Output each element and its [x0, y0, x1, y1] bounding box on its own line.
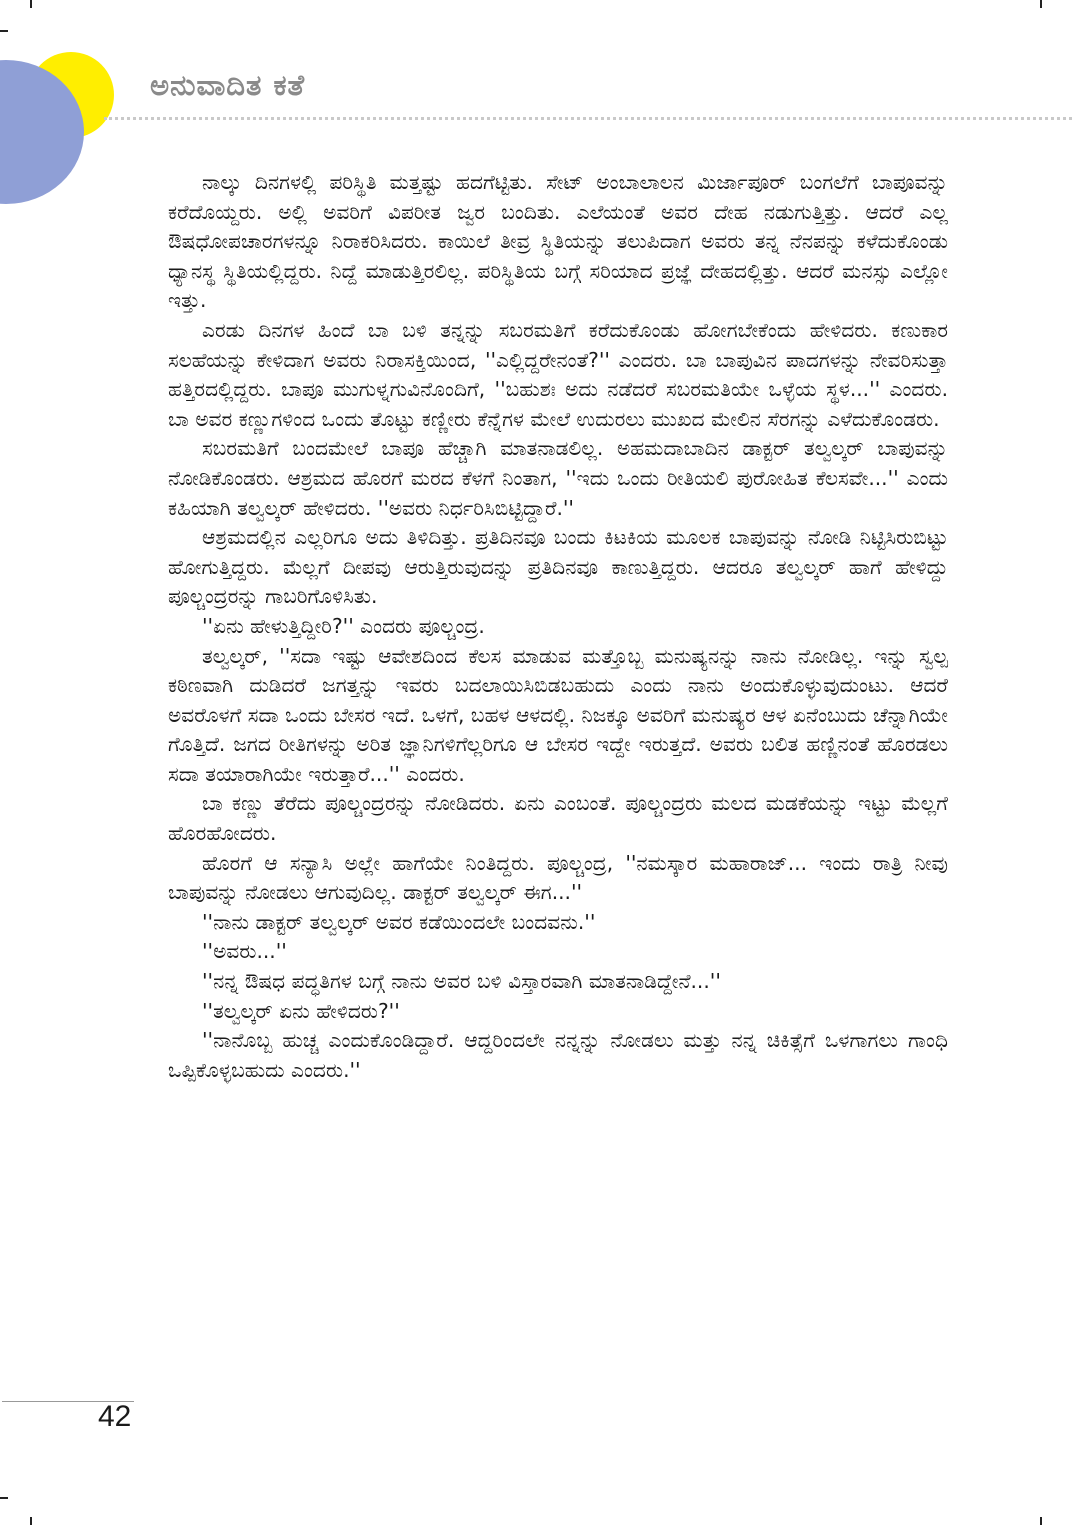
page-number: 42 [98, 1400, 132, 1433]
paragraph: ''ಅವರು...'' [202, 939, 287, 964]
paragraph: ''ನನ್ನ ಔಷಧ ಪದ್ಧತಿಗಳ ಬಗ್ಗೆ ನಾನು ಅವರ ಬಳಿ ವಿಸ್ತಾರವಾಗಿ ಮಾತನಾಡಿದ್ದೇನೆ...'' [202, 969, 721, 994]
dotted-header-rule [104, 117, 1072, 120]
crop-mark-bottom-left [30, 1517, 32, 1525]
crop-mark-bottom-right [1040, 1517, 1042, 1525]
paragraph: ಸಬರಮತಿಗೆ ಬಂದಮೇಲೆ ಬಾಪೂ ಹೆಚ್ಚಾಗಿ ಮಾತನಾಡಲಿಲ್ಲ. ಅಹಮದಾಬಾದಿನ ಡಾಕ್ಟರ್ ತಲ್ವಲ್ಕರ್ ಬಾಪುವನ್ನು ನೋಡಿಕೊಂಡರು. ಆಶ್ರಮದ ಹೊರಗೆ ಮರದ ಕೆಳಗೆ ನಿಂತಾಗ, ''ಇದು ಒಂದು ರೀತಿಯಲಿ ಪುರೋಹಿತ ಕೆಲಸವೇ...'' ಎಂದು ಕಹಿಯಾಗಿ ತಲ್ವಲ್ಕರ್ ಹೇಳಿದರು. ''ಅವರು ನಿರ್ಧರಿಸಿಬಿಟ್ಟಿದ್ದಾರೆ.'' [168, 436, 948, 520]
crop-mark-top-right [1040, 0, 1042, 8]
paragraph: ''ಏನು ಹೇಳುತ್ತಿದ್ದೀರಿ?'' ಎಂದರು ಪೂಲ್ಚಂದ್ರ. [202, 613, 485, 638]
crop-mark-left-upper [0, 30, 8, 32]
crop-mark-left-lower [0, 1497, 8, 1499]
paragraph: ''ನಾನು ಡಾಕ್ಟರ್ ತಲ್ವಲ್ಕರ್ ಅವರ ಕಡೆಯಿಂದಲೇ ಬಂದವನು.'' [202, 909, 596, 934]
paragraph: ಹೊರಗೆ ಆ ಸನ್ಯಾಸಿ ಅಲ್ಲೇ ಹಾಗೆಯೇ ನಿಂತಿದ್ದರು. ಪೂಲ್ಚಂದ್ರ, ''ನಮಸ್ಕಾರ ಮಹಾರಾಜ್... ಇಂದು ರಾತ್ರಿ ನೀವು ಬಾಪುವನ್ನು ನೋಡಲು ಆಗುವುದಿಲ್ಲ. ಡಾಕ್ಟರ್ ತಲ್ವಲ್ಕರ್ ಈಗ...'' [168, 850, 948, 905]
paragraph: ''ನಾನೊಬ್ಬ ಹುಚ್ಚ ಎಂದುಕೊಂಡಿದ್ದಾರೆ. ಆದ್ದರಿಂದಲೇ ನನ್ನನ್ನು ನೋಡಲು ಮತ್ತು ನನ್ನ ಚಿಕಿತ್ಸೆಗೆ ಒಳಗಾಗಲು ಗಾಂಧಿ ಒಪ್ಪಿಕೊಳ್ಳಬಹುದು ಎಂದರು.'' [168, 1028, 948, 1082]
paragraph: ಎರಡು ದಿನಗಳ ಹಿಂದೆ ಬಾ ಬಳಿ ತನ್ನನ್ನು ಸಬರಮತಿಗೆ ಕರೆದುಕೊಂಡು ಹೋಗಬೇಕೆಂದು ಹೇಳಿದರು. ಕಣುಕಾರ ಸಲಹೆಯನ್ನು ಕೇಳಿದಾಗ ಅವರು ನಿರಾಸಕ್ತಿಯಿಂದ, ''ಎಲ್ಲಿದ್ದರೇನಂತೆ?'' ಎಂದರು. ಬಾ ಬಾಪುವಿನ ಪಾದಗಳನ್ನು ನೇವರಿಸುತ್ತಾ ಹತ್ತಿರದಲ್ಲಿದ್ದರು. ಬಾಪೂ ಮುಗುಳ್ನಗುವಿನೊಂದಿಗೆ, ''ಬಹುಶಃ ಅದು ನಡೆದರೆ ಸಬರಮತಿಯೇ ಒಳ್ಳೆಯ ಸ್ಥಳ...'' ಎಂದರು. ಬಾ ಅವರ ಕಣ್ಣುಗಳಿಂದ ಒಂದು ತೊಟ್ಟು ಕಣ್ಣೀರು ಕೆನ್ನೆಗಳ ಮೇಲೆ ಉದುರಲು ಮುಖದ ಮೇಲಿನ ಸೆರಗನ್ನು ಎಳೆದುಕೊಂಡರು. [168, 317, 948, 431]
section-title: ಅನುವಾದಿತ ಕತೆ [150, 68, 306, 102]
crop-mark-top-left [30, 0, 32, 8]
paragraph: ನಾಲ್ಕು ದಿನಗಳಲ್ಲಿ ಪರಿಸ್ಥಿತಿ ಮತ್ತಷ್ಟು ಹದಗೆಟ್ಟಿತು. ಸೇಟ್ ಅಂಬಾಲಾಲನ ಮಿರ್ಜಾಪೂರ್ ಬಂಗಲೆಗೆ ಬಾಪೂವನ್ನು ಕರೆದೊಯ್ದರು. ಅಲ್ಲಿ ಅವರಿಗೆ ವಿಪರೀತ ಜ್ವರ ಬಂದಿತು. ಎಲೆಯಂತೆ ಅವರ ದೇಹ ನಡುಗುತ್ತಿತ್ತು. ಆದರೆ ಎಲ್ಲ ಔಷಧೋಪಚಾರಗಳನ್ನೂ ನಿರಾಕರಿಸಿದರು. ಕಾಯಿಲೆ ತೀವ್ರ ಸ್ಥಿತಿಯನ್ನು ತಲುಪಿದಾಗ ಅವರು ತನ್ನ ನೆನಪನ್ನು ಕಳೆದುಕೊಂಡು ಧ್ಯಾನಸ್ಥ ಸ್ಥಿತಿಯಲ್ಲಿದ್ದರು. ನಿದ್ದೆ ಮಾಡುತ್ತಿರಲಿಲ್ಲ. ಪರಿಸ್ಥಿತಿಯ ಬಗ್ಗೆ ಸರಿಯಾದ ಪ್ರಜ್ಞೆ ದೇಹದಲ್ಲಿತ್ತು. ಆದರೆ ಮನಸ್ಸು ಎಲ್ಲೋ ಇತ್ತು. [168, 170, 948, 313]
story-body [168, 168, 948, 1085]
paragraph: ''ತಲ್ವಲ್ಕರ್ ಏನು ಹೇಳಿದರು?'' [202, 998, 400, 1023]
paragraph: ಬಾ ಕಣ್ಣು ತೆರೆದು ಪೂಲ್ಚಂದ್ರರನ್ನು ನೋಡಿದರು. ಏನು ಎಂಬಂತೆ. ಪೂಲ್ಚಂದ್ರರು ಮಲದ ಮಡಕೆಯನ್ನು ಇಟ್ಟು ಮೆಲ್ಲಗೆ ಹೊರಹೋದರು. [168, 791, 948, 846]
paragraph: ತಲ್ವಲ್ಕರ್, ''ಸದಾ ಇಷ್ಟು ಆವೇಶದಿಂದ ಕೆಲಸ ಮಾಡುವ ಮತ್ತೊಬ್ಬ ಮನುಷ್ಯನನ್ನು ನಾನು ನೋಡಿಲ್ಲ. ಇನ್ನು ಸ್ವಲ್ಪ ಕಠಿಣವಾಗಿ ದುಡಿದರೆ ಜಗತ್ತನ್ನು ಇವರು ಬದಲಾಯಿಸಿಬಿಡಬಹುದು ಎಂದು ನಾನು ಅಂದುಕೊಳ್ಳುವುದುಂಟು. ಆದರೆ ಅವರೊಳಗೆ ಸದಾ ಒಂದು ಬೇಸರ ಇದೆ. ಒಳಗೆ, ಬಹಳ ಆಳದಲ್ಲಿ. ನಿಜಕ್ಕೂ ಅವರಿಗೆ ಮನುಷ್ಯರ ಆಳ ಏನೆಂಬುದು ಚೆನ್ನಾಗಿಯೇ ಗೊತ್ತಿದೆ. ಜಗದ ರೀತಿಗಳನ್ನು ಅರಿತ ಜ್ಞಾನಿಗಳಿಗೆಲ್ಲರಿಗೂ ಆ ಬೇಸರ ಇದ್ದೇ ಇರುತ್ತದೆ. ಅವರು ಬಲಿತ ಹಣ್ಣಿನಂತೆ ಹೊರಡಲು ಸದಾ ತಯಾರಾಗಿಯೇ ಇರುತ್ತಾರೆ...'' ಎಂದರು. [168, 643, 948, 786]
paragraph: ಆಶ್ರಮದಲ್ಲಿನ ಎಲ್ಲರಿಗೂ ಅದು ತಿಳಿದಿತ್ತು. ಪ್ರತಿದಿನವೂ ಬಂದು ಕಿಟಕಿಯ ಮೂಲಕ ಬಾಪುವನ್ನು ನೋಡಿ ನಿಟ್ಟಿಸಿರುಬಿಟ್ಟು ಹೋಗುತ್ತಿದ್ದರು. ಮೆಲ್ಲಗೆ ದೀಪವು ಆರುತ್ತಿರುವುದನ್ನು ಪ್ರತಿದಿನವೂ ಕಾಣುತ್ತಿದ್ದರು. ಆದರೂ ತಲ್ವಲ್ಕರ್ ಹಾಗೆ ಹೇಳಿದ್ದು ಪೂಲ್ಚಂದ್ರರನ್ನು ಗಾಬರಿಗೊಳಿಸಿತು. [168, 525, 948, 609]
